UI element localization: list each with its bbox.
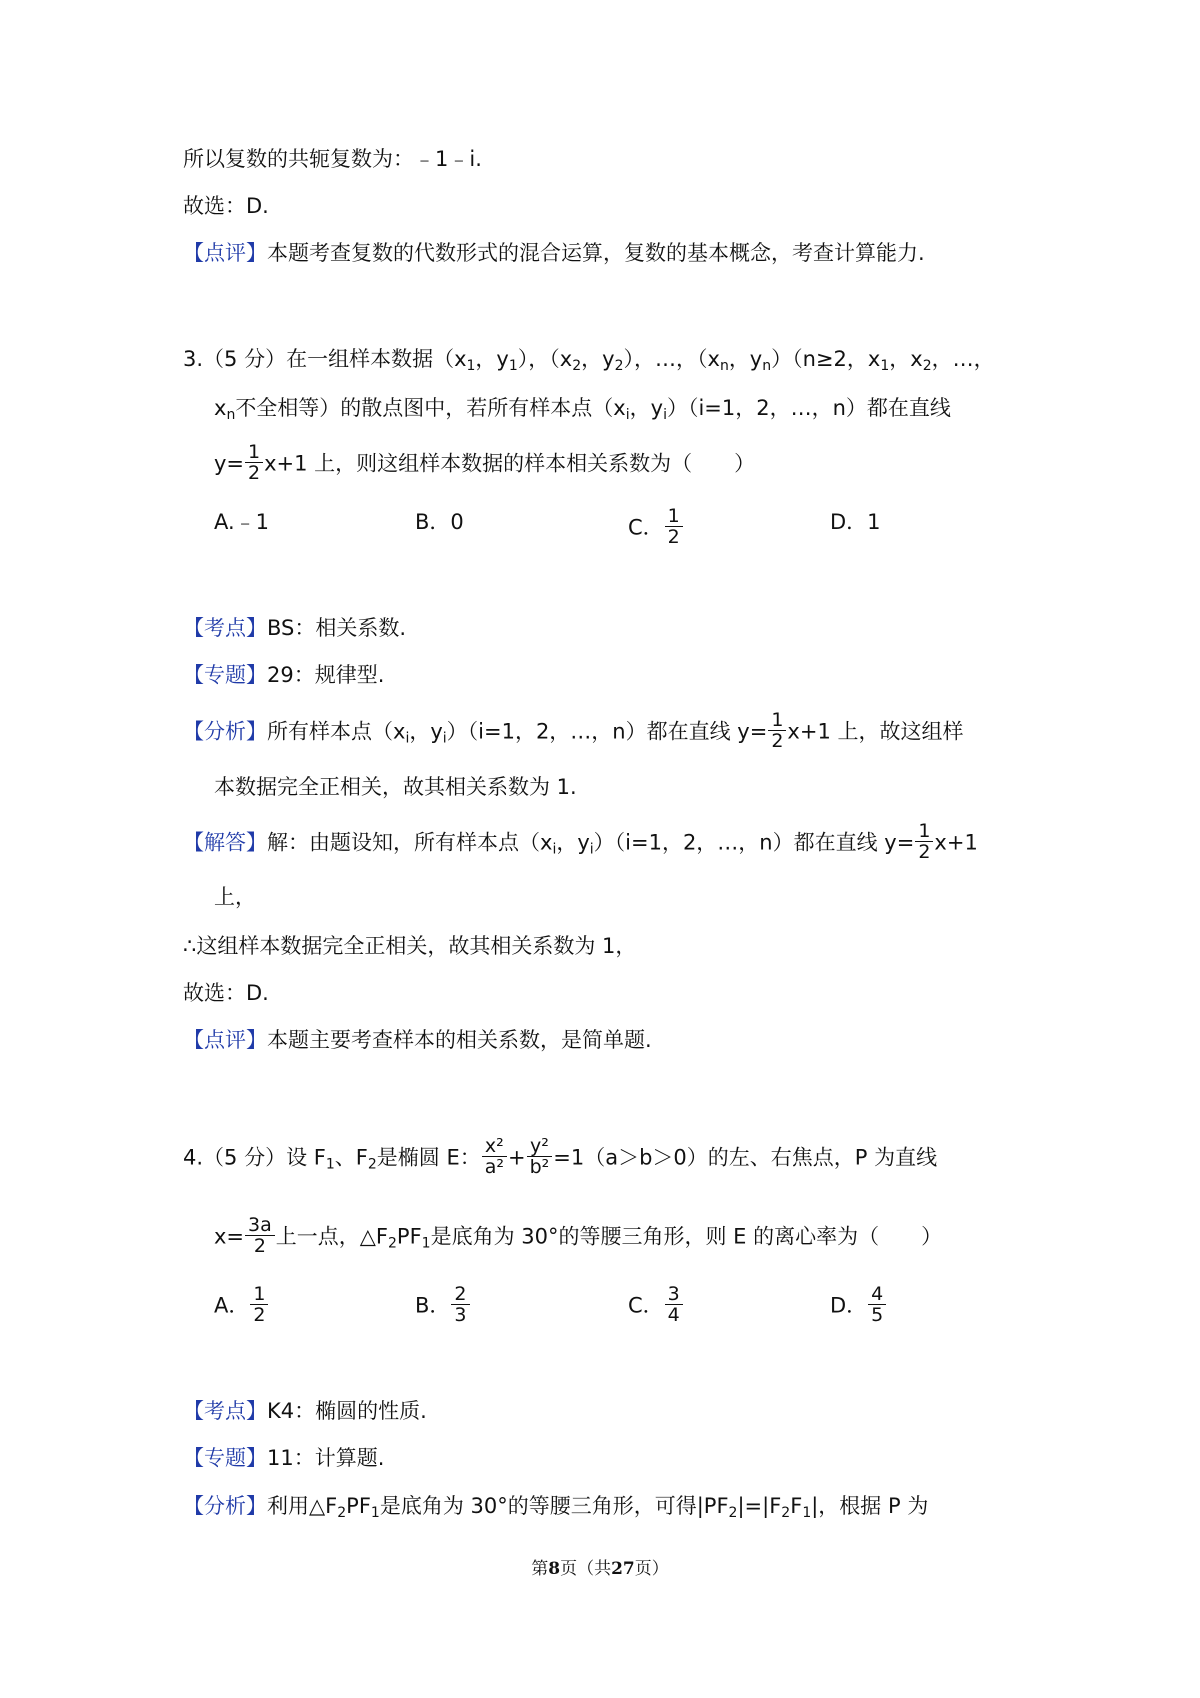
question-4-line-2: x= $\frac{3a}{2}$ 上一点，$\triangle F_2PF_1$是底角为 30°的等腰三角形，则 E 的离心率为（ ）	[214, 1214, 943, 1257]
option-a: A． $\frac{1}{2}$	[214, 1286, 269, 1327]
page-footer: 第8页（共27页）	[531, 1559, 669, 1579]
page-number: 8	[548, 1559, 561, 1579]
option-b: B． $\frac{2}{3}$	[415, 1286, 471, 1327]
answer-line: 所以复数的共轭复数为：﹣1﹣i.	[183, 147, 482, 171]
kaodian-line: 【考点】BS：相关系数.	[183, 616, 407, 640]
review-line: 【点评】本题主要考查样本的相关系数，是简单题.	[183, 1028, 652, 1052]
fenxi-tag: 【分析】	[183, 719, 267, 744]
kaodian-line: 【考点】K4：椭圆的性质.	[183, 1399, 427, 1423]
option-c: C． $\frac{3}{4}$	[628, 1286, 684, 1327]
fraction: $\frac{3}{4}$	[665, 1284, 683, 1325]
jieda-line-4: 故选：D.	[183, 981, 269, 1005]
jieda-line-3: ∴这组样本数据完全正相关，故其相关系数为 1，	[183, 934, 637, 958]
zhuanti-tag: 【专题】	[183, 663, 267, 687]
option-d: D．1	[830, 510, 881, 534]
fenxi-line: 【分析】利用$\triangle F_2PF_1$是底角为 30°的等腰三角形，可得$|PF_2|=|F_2F_1|$，根据 P 为	[183, 1494, 929, 1521]
fenxi-tag: 【分析】	[183, 1494, 267, 1518]
fraction: $\frac{1}{2}$	[245, 442, 263, 483]
jieda-line: 【解答】解：由题设知，所有样本点（$x_i$，$y_i)(i=1$，2，…，n）都在直线 y= $\frac{1}{2}$ x+1	[183, 820, 978, 863]
review-tag: 【点评】	[183, 241, 267, 265]
choice-line: 故选：D.	[183, 194, 269, 218]
question-3-line-2: $x_n$不全相等）的散点图中，若所有样本点（$x_i$，$y_i)(i=1$，2，…，n）都在直线	[214, 396, 951, 423]
fraction: $\frac{2}{3}$	[451, 1284, 469, 1325]
zhuanti-line: 【专题】29：规律型.	[183, 663, 385, 687]
page-total: 27	[611, 1559, 635, 1579]
option-b: B．0	[415, 510, 464, 534]
fraction: $\frac{4}{5}$	[868, 1284, 886, 1325]
fraction: $\frac{\text{x²}}{\text{a²}}$	[482, 1136, 507, 1177]
option-c: C． $\frac{1}{2}$	[628, 508, 684, 549]
kaodian-tag: 【考点】	[183, 1399, 267, 1423]
option-a: A.﹣1	[214, 510, 270, 534]
fenxi-line-2: 本数据完全正相关，故其相关系数为 1.	[214, 775, 577, 799]
jieda-line-2: 上，	[214, 885, 256, 909]
kaodian-tag: 【考点】	[183, 616, 267, 640]
fenxi-line: 【分析】所有样本点（$x_i$，$y_i)(i=1$，2，…，n）都在直线 y= $\frac{1}{2}$ x+1 上，故这组样	[183, 709, 964, 752]
review-tag: 【点评】	[183, 1028, 267, 1052]
question-3-line-3: y= $\frac{1}{2}$ x+1 上，则这组样本数据的样本相关系数为（ ）	[214, 441, 756, 484]
question-3-line-1: 3.（5 分）在一组样本数据（$x_1$，$y_1$），（$x_2$，$y_2$），…，（$x_n$，$y_n)(n\ge 2$，$x_1$，$x_2$，…，	[183, 347, 995, 374]
zhuanti-tag: 【专题】	[183, 1446, 267, 1470]
fraction: $\frac{1}{2}$	[768, 710, 786, 751]
fraction: $\frac{1}{2}$	[250, 1284, 268, 1325]
jieda-tag: 【解答】	[183, 830, 267, 855]
question-4-line-1: 4.（5 分）设 $F_1$、$F_2$是椭圆 E： $\frac{\text{x²}}{\text{a²}}$ + $\frac{\text{y²}}{\text{b²}}$ =1（a＞b＞0）的左、右焦点，P 为直线	[183, 1135, 938, 1178]
zhuanti-line: 【专题】11：计算题.	[183, 1446, 385, 1470]
fraction: $\frac{1}{2}$	[665, 506, 683, 547]
fraction: $\frac{3a}{2}$	[245, 1215, 275, 1256]
fraction: $\frac{\text{y²}}{\text{b²}}$	[527, 1136, 553, 1177]
review-line: 【点评】本题考查复数的代数形式的混合运算，复数的基本概念，考查计算能力.	[183, 241, 925, 265]
option-d: D． $\frac{4}{5}$	[830, 1286, 887, 1327]
fraction: $\frac{1}{2}$	[915, 821, 933, 862]
